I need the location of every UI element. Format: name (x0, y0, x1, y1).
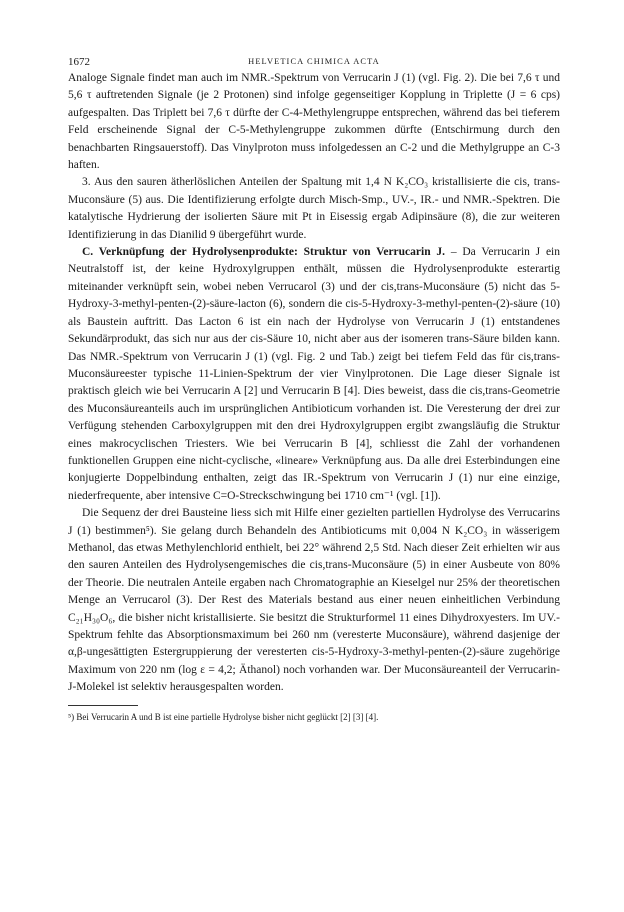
paragraph-sequence: Die Sequenz der drei Bausteine liess sich mit Hilfe einer gezielten partiellen Hydrolyse des Verrucarins J (1) bestimmen⁵). Sie gelang durch Behandeln des Antibioticums mit 0,004 N K₂CO₃ in wässerigem Methanol, das etwas Methylenchlorid enthielt, bei 22° während 2,5 Std. Nach dieser Zeit erhielten wir aus den sauren Anteilen des Hydrolysengemisches die cis,trans-Muconsäure (5) in einer Ausbeute von 80% der Theorie. Die neutralen Anteile ergaben nach Chromatographie an Kieselgel nur 25% der theoretischen Menge an Verrucarol (3). Der Rest des Materials bestand aus einer neuen einheitlichen Verbindung C₂₁H₃₀O₆, die bisher nicht kristallisierte. Sie besitzt die Strukturformel 11 eines Dihydroxyesters. Im UV.-Spektrum fehlte das Absorptionsmaximum bei 260 nm (veresterte Muconsäure), während dasjenige der α,β-ungesättigten Estergruppierung der veresterten cis-5-Hydroxy-3-methyl-penten-(2)-säure zugehörige Maximum von 220 nm (log ε = 4,2; Äthanol) noch vorhanden war. Der Muconsäureanteil der Verrucarin-J-Molekel ist selektiv herausgespalten worden. (68, 507, 560, 694)
page (68, 48, 560, 723)
body-text (68, 70, 560, 697)
paragraph-nmr-signals: Analoge Signale findet man auch im NMR.-Spektrum von Verrucarin J (1) (vgl. Fig. 2). Die bei 7,6 τ und 5,6 τ auftretenden Signale (je 2 Protonen) sind infolge gegenseitiger Kopplung in Triplette (J = 6 cps) aufgespalten. Das Triplett bei 7,6 τ dürfte der C-4-Methylengruppe entsprechen, während das bei tieferem Feld erscheinende Signal der C-5-Methylengruppe zukommen dürfte (Entschirmung durch den benachbarten Ringsauerstoff). Das Vinylproton muss infolgedessen an C-2 und die Methylgruppe an C-3 haften. (68, 72, 560, 172)
page-number: 1672 (68, 56, 90, 68)
paragraph-muconic-acid: 3. Aus den sauren ätherlöslichen Anteilen der Spaltung mit 1,4 N K₂CO₃ kristallisierte die cis, trans-Muconsäure (5) aus. Die Identifizierung erfolgte durch Misch-Smp., UV.-, IR.- und NMR.-Spektren. Die katalytische Hydrierung der isolierten Säure mit Pt in Eisessig ergab Adipinsäure (8), die zur weiteren Identifizierung in das Dianilid 9 übergeführt wurde. (68, 176, 560, 241)
footnote: ⁵) Bei Verrucarin A und B ist eine partielle Hydrolyse bisher nicht geglückt [2] [3] [4]. (68, 711, 379, 722)
journal-title: HELVETICA CHIMICA ACTA (248, 57, 380, 66)
footnote-rule (68, 705, 138, 706)
page-header (68, 48, 560, 70)
section-heading: C. Verknüpfung der Hydrolysenprodukte: Struktur von Verrucarin J. (82, 246, 446, 259)
paragraph-linkage (68, 244, 560, 505)
paragraph-linkage-text: – Da Verrucarin J ein Neutralstoff ist, der keine Hydroxylgruppen enthält, müssen die Hydrolysenprodukte esterartig miteinander verknüpft sein, wobei neben Verrucarol (3) und der cis,trans-Muconsäure (5) nicht das 5-Hydroxy-3-methyl-penten-(2)-säure-lacton (6), sondern die cis-5-Hydroxy-3-methyl-penten-(2)-säure (10) als Baustein auftritt. Das Lacton 6 ist ein nach der Hydrolyse von Verrucarin J (1) entstandenes Sekundärprodukt, das sich nur aus der cis-Säure 10, nicht aber aus der isomeren trans-Säure bilden kann. Das NMR.-Spektrum von Verrucarin J (1) (vgl. Fig. 2 und Tab.) zeigt bei tiefem Feld das für cis,trans-Muconsäureester typische 11-Linien-Spektrum der vier Vinylprotonen. Die Lage dieser Signale ist praktisch gleich wie bei Verrucarin A [2] und Verrucarin B [4]. Dies beweist, dass die cis,trans-Geometrie des Muconsäureanteils auch im ursprünglichen Antibioticum vorhanden ist. Die Veresterung der drei zur Verfügung stehenden Carboxylgruppen mit den drei Hydroxylgruppen ergibt zwangsläufig die Struktur eines makrocyclischen Triesters. Wie bei Verrucarin B [4], schliesst die Zahl der vorhandenen funktionellen Gruppen eine nicht-cyclische, «lineare» Verknüpfung aus. Da alle drei Esterbindungen eine konjugierte Doppelbindung enthalten, zeigt das IR.-Spektrum von Verrucarin J (1) nur eine einzige, niederfrequente, aber intensive C=O-Streckschwingung bei 1710 cm⁻¹ (vgl. [1]). (68, 246, 560, 502)
